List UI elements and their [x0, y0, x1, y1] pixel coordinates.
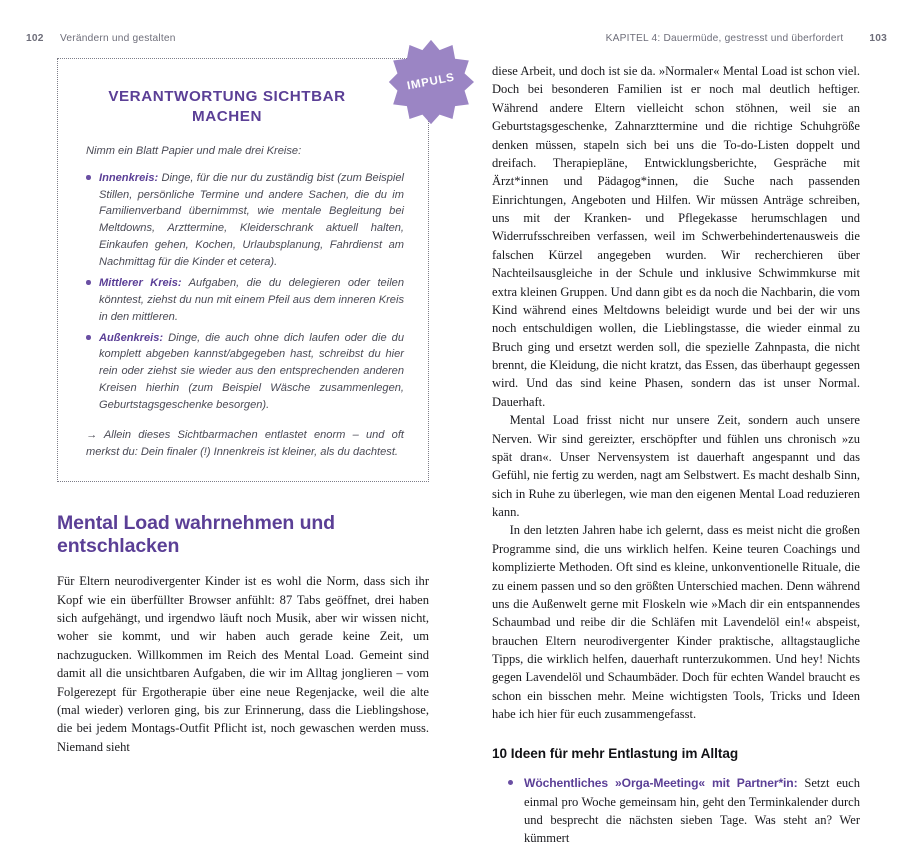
page-number-left: 102: [26, 33, 44, 44]
impuls-circle-list: [86, 170, 404, 414]
running-head-right: [606, 33, 887, 44]
ideas-list: [492, 774, 860, 848]
impuls-callout-box: [57, 58, 456, 482]
impuls-starburst-badge: [388, 39, 474, 125]
left-column: [57, 58, 456, 756]
right-paragraph-1: diese Arbeit, und doch ist sie da. »Normaler« Mental Load ist schon viel. Doch bei besonderen Familien ist er noch mal deutlich heftiger. Während andere Eltern vielleicht schon stöhnen, weil sie an Geburtstagsgeschenke, Zahnarzttermine und die richtige Schuhgröße denken müssen, stapeln sich bei uns die To-do-Listen doppelt und dreifach. Therapiepläne, Entwicklungsberichte, Gespräche mit Ärzt*innen und Pädagog*innen, die Suche nach passenden Einrichtungen, Angeboten und Hilfen. Wir müssen Anträge schreiben, uns mit der Kranken- und Pflegekasse herumschlagen und Widerrufsschreiben verfassen, weil im Schwerbehindertenausweis die falschen Kürzel angegeben wurden. Wir recherchieren über Nachteilsausgleiche in der Schule und inklusive Schwimmkurse mit extra kleinen Gruppen. Und dann gibt es da noch die Nachbarin, die vom Kind während eines Meltdowns beleidigt wurde und bei der wir uns noch entschuldigen wollen, die Lieblingstasse, die wieder einmal zu Bruch ging und ersetzt werden soll, die spezielle Zahnpasta, die nicht brennt, die Kleidung, die nicht kratzt, das Essen, das überhaupt gegessen wird. Und das sind keine Phasen, sondern das ist unser Normal. Dauerhaft.: [492, 64, 860, 409]
running-head-left-title: Verändern und gestalten: [60, 33, 176, 44]
section-heading: Mental Load wahrnehmen und entschlacken: [57, 511, 335, 557]
list-item: [86, 275, 404, 326]
impuls-footnote: → Allein dieses Sichtbarmachen entlastet enorm – und oft merkst du: Dein finaler (!) Innenkreis ist kleiner, als du dachtest.: [86, 428, 404, 458]
sub-heading: 10 Ideen für mehr Entlastung im Alltag: [492, 745, 739, 761]
list-item: [86, 330, 404, 414]
bullet-dot-icon: [86, 280, 91, 285]
list-item-lead: Innenkreis:: [99, 171, 159, 184]
impuls-intro-text: Nimm ein Blatt Papier und male drei Kreise:: [86, 145, 302, 158]
right-column: [492, 62, 860, 848]
list-item: [86, 170, 404, 271]
impuls-title: VERANTWORTUNG SICHTBAR MACHEN: [108, 88, 346, 126]
list-item-text: Dinge, die auch ohne dich laufen oder die du komplett abgeben kannst/abgegeben hast, schreibst du hier rein oder ziehst sie wieder aus den entsprechenden anderen Kreisen hierhin (zum Beispiel Wäsche zusammenlegen, Geburtstagsgeschenke besorgen).: [99, 331, 404, 411]
running-head-left: [26, 33, 176, 44]
list-item-text: Aufgaben, die du delegieren oder teilen könntest, ziehst du nun mit einem Pfeil aus dem inneren Kreis in den mittleren.: [99, 276, 404, 323]
right-paragraph-2: Mental Load frisst nicht nur unsere Zeit, sondern auch unsere Nerven. Wir sind gereizter, erschöpfter und fühlen uns chronisch »zu spät dran«. Unser Nervensystem ist dauerhaft angespannt und das Gefühl, nie fertig zu werden, nagt am Selbstwert. Es macht deshalb Sinn, sich in Ruhe zu überlegen, wie man den eigenen Mental Load reduzieren kann.: [492, 413, 860, 519]
list-item-text: Dinge, für die nur du zuständig bist (zum Beispiel Stillen, persönliche Termine und andere Sachen, die du im Familienverband übernimmst, wie mentale Begleitung bei Meltdowns, Arzttermine, Kleiderschrank aktuell halten, Einkaufen gehen, Kochen, Urlaubsplanung, Fahrdienst am Nachmittag für die Kinder et cetera).: [99, 171, 404, 269]
right-paragraph-3: In den letzten Jahren habe ich gelernt, dass es meist nicht die großen Programme sind, die uns wirklich helfen. Keine teuren Coachings und komplizierte Methoden. Oft sind es kleine, unkonventionelle Rituale, die zu einem passen und so den größten Unterschied machen. Denn während uns die Außenwelt gerne mit Floskeln wie »Mach dir ein entspannendes Schaumbad und reibe dir die Schläfen mit Lavendelöl ein!« abspeist, brauchen Eltern neurodivergenter Kinder praktische, alltagstaugliche Tipps, die wirklich helfen, dauerhaft runterzukommen. Und hey! Nichts gegen Lavendelöl und Schaumbäder. Doch für echten Wandel braucht es schon ein bisschen mehr. Meine wichtigsten Tools, Tricks und Ideen habe ich hier für euch zusammengefasst.: [492, 523, 860, 722]
running-head-right-title: KAPITEL 4: Dauermüde, gestresst und überfordert: [605, 33, 844, 44]
list-item-lead: Außenkreis:: [99, 331, 164, 344]
left-column-paragraph: Für Eltern neurodivergenter Kinder ist es wohl die Norm, dass sich ihr Kopf wie ein überfüllter Browser anfühlt: 87 Tabs geöffnet, drei haben sich aufgehängt, und irgendwo läuft noch Musik, aber wir wissen nicht, woher sie kommt, und wir haben auch gerade keine Zeit, um nachzugucken. Willkommen im Reich des Mental Load. Gemeint sind damit all die unsichtbaren Aufgaben, die wir im Alltag jonglieren – vom Folgerezept für Ergotherapie über eine neue Regenjacke, weil die alte (mal wieder) verloren ging, bis zur Erinnerung, dass die Lieblingshose, die bei jedem Montags-Outfit Pflicht ist, noch gewaschen werden muss. Niemand sieht: [57, 574, 429, 754]
list-item-lead: Wöchentliches »Orga-Meeting« mit Partner*in:: [524, 775, 798, 790]
bullet-dot-icon: [86, 175, 91, 180]
bullet-dot-icon: [508, 780, 513, 785]
page-number-right: 103: [869, 33, 887, 44]
list-item-lead: Mittlerer Kreis:: [99, 276, 182, 289]
list-item-text: Setzt euch einmal pro Woche gemeinsam hin, geht den Terminkalender durch und besprecht die nächsten sieben Tage. Was steht an? Wer kümmert: [524, 775, 861, 846]
list-item: [506, 774, 860, 848]
bullet-dot-icon: [86, 335, 91, 340]
impuls-badge-label: IMPULS: [406, 71, 456, 93]
